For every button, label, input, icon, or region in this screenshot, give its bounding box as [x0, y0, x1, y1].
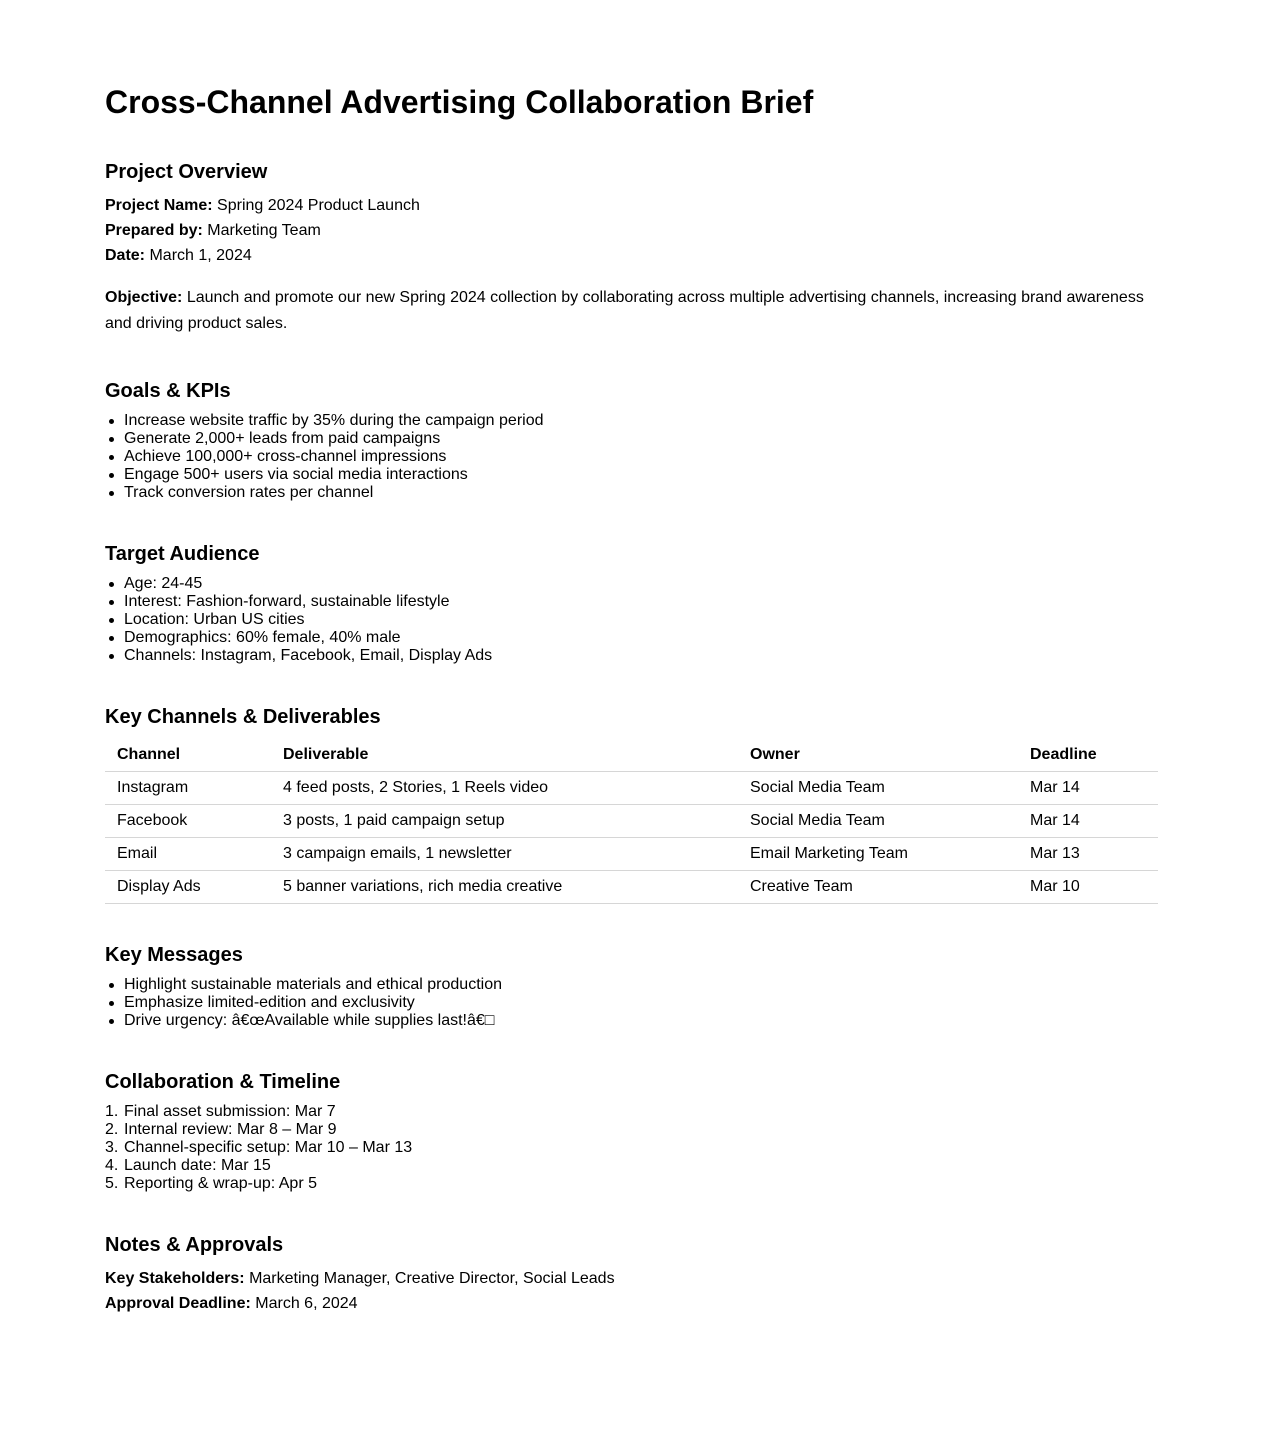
table-cell: Email — [105, 838, 271, 871]
approval-deadline-field — [105, 1291, 1158, 1316]
deliverables-table — [105, 738, 1158, 904]
goals-heading: Goals & KPIs — [105, 380, 231, 402]
list-item: 3. Channel-specific setup: Mar 10 – Mar 13 — [105, 1139, 413, 1156]
date-label: Date: — [105, 247, 146, 264]
table-cell: Mar 14 — [1018, 772, 1158, 805]
messages-section — [105, 943, 1158, 1030]
date-value: March 1, 2024 — [149, 247, 252, 264]
list-item: 1. Final asset submission: Mar 7 — [105, 1103, 336, 1120]
bullet-icon — [109, 491, 114, 496]
table-row — [105, 838, 1158, 871]
table-cell: Email Marketing Team — [738, 838, 1018, 871]
approval-deadline-label: Approval Deadline: — [105, 1295, 251, 1312]
bullet-icon — [109, 419, 114, 424]
list-item: Track conversion rates per channel — [105, 484, 1158, 502]
table-cell: 4 feed posts, 2 Stories, 1 Reels video — [271, 772, 738, 805]
column-header-deliverable: Deliverable — [271, 738, 738, 772]
table-cell: 5 banner variations, rich media creative — [271, 871, 738, 904]
audience-heading: Target Audience — [105, 543, 260, 565]
table-row — [105, 805, 1158, 838]
table-cell: Social Media Team — [738, 772, 1018, 805]
table-cell: Display Ads — [105, 871, 271, 904]
list-item: Highlight sustainable materials and ethical production — [105, 976, 1158, 994]
messages-heading: Key Messages — [105, 944, 243, 966]
timeline-list — [105, 1103, 1158, 1193]
list-item: Engage 500+ users via social media interactions — [105, 466, 1158, 484]
bullet-icon — [109, 473, 114, 478]
project-name-label: Project Name: — [105, 197, 213, 214]
table-row — [105, 871, 1158, 904]
project-overview-heading: Project Overview — [105, 161, 268, 183]
bullet-icon — [109, 437, 114, 442]
stakeholders-field — [105, 1266, 1158, 1291]
bullet-icon — [109, 1001, 114, 1006]
objective-label: Objective: — [105, 289, 183, 306]
approval-deadline-value: March 6, 2024 — [255, 1295, 358, 1312]
list-item: Demographics: 60% female, 40% male — [105, 629, 1158, 647]
list-item: Drive urgency: â€œAvailable while supplies last!â€□ — [105, 1012, 1158, 1030]
bullet-icon — [109, 636, 114, 641]
table-cell: Mar 13 — [1018, 838, 1158, 871]
goals-section — [105, 379, 1158, 502]
column-header-channel: Channel — [105, 738, 271, 772]
table-cell: 3 posts, 1 paid campaign setup — [271, 805, 738, 838]
list-item: Location: Urban US cities — [105, 611, 1158, 629]
prepared-by-value: Marketing Team — [207, 222, 321, 239]
stakeholders-value: Marketing Manager, Creative Director, Social Leads — [249, 1270, 615, 1287]
table-row — [105, 772, 1158, 805]
prepared-by-label: Prepared by: — [105, 222, 203, 239]
timeline-section — [105, 1070, 1158, 1193]
objective-paragraph — [105, 285, 1158, 337]
messages-list — [105, 976, 1158, 1030]
objective-text: Launch and promote our new Spring 2024 collection by collaborating across multiple advertising channels, increasing brand awareness and driving product sales. — [105, 289, 1144, 332]
bullet-icon — [109, 1019, 114, 1024]
table-cell: Facebook — [105, 805, 271, 838]
list-item: Generate 2,000+ leads from paid campaigns — [105, 430, 1158, 448]
table-header-row — [105, 738, 1158, 772]
bullet-icon — [109, 455, 114, 460]
column-header-deadline: Deadline — [1018, 738, 1158, 772]
document-page — [105, 0, 1158, 1312]
list-item: Interest: Fashion-forward, sustainable lifestyle — [105, 593, 1158, 611]
notes-heading: Notes & Approvals — [105, 1234, 284, 1256]
list-item: Increase website traffic by 35% during the campaign period — [105, 412, 1158, 430]
document-title: Cross-Channel Advertising Collaboration Brief — [105, 84, 814, 120]
bullet-icon — [109, 654, 114, 659]
audience-section — [105, 542, 1158, 665]
notes-section — [105, 1233, 1158, 1316]
list-item: Emphasize limited-edition and exclusivity — [105, 994, 1158, 1012]
channels-heading: Key Channels & Deliverables — [105, 706, 381, 728]
list-item: 5. Reporting & wrap-up: Apr 5 — [105, 1175, 317, 1192]
prepared-by-field — [105, 218, 1158, 243]
column-header-owner: Owner — [738, 738, 1018, 772]
list-item: 2. Internal review: Mar 8 – Mar 9 — [105, 1121, 337, 1138]
list-item: 4. Launch date: Mar 15 — [105, 1157, 271, 1174]
bullet-icon — [109, 618, 114, 623]
table-cell: Social Media Team — [738, 805, 1018, 838]
table-cell: Mar 10 — [1018, 871, 1158, 904]
date-field — [105, 243, 1158, 268]
table-cell: Creative Team — [738, 871, 1018, 904]
stakeholders-label: Key Stakeholders: — [105, 1270, 245, 1287]
bullet-icon — [109, 582, 114, 587]
bullet-icon — [109, 600, 114, 605]
table-cell: Mar 14 — [1018, 805, 1158, 838]
audience-list — [105, 575, 1158, 665]
timeline-heading: Collaboration & Timeline — [105, 1071, 341, 1093]
goals-list — [105, 412, 1158, 502]
list-item: Channels: Instagram, Facebook, Email, Display Ads — [105, 647, 1158, 665]
channels-section — [105, 705, 1158, 904]
table-cell: Instagram — [105, 772, 271, 805]
list-item: Age: 24-45 — [105, 575, 1158, 593]
table-cell: 3 campaign emails, 1 newsletter — [271, 838, 738, 871]
project-name-value: Spring 2024 Product Launch — [217, 197, 420, 214]
project-overview-section — [105, 160, 1158, 337]
list-item: Achieve 100,000+ cross-channel impressions — [105, 448, 1158, 466]
bullet-icon — [109, 983, 114, 988]
project-name-field — [105, 193, 1158, 218]
